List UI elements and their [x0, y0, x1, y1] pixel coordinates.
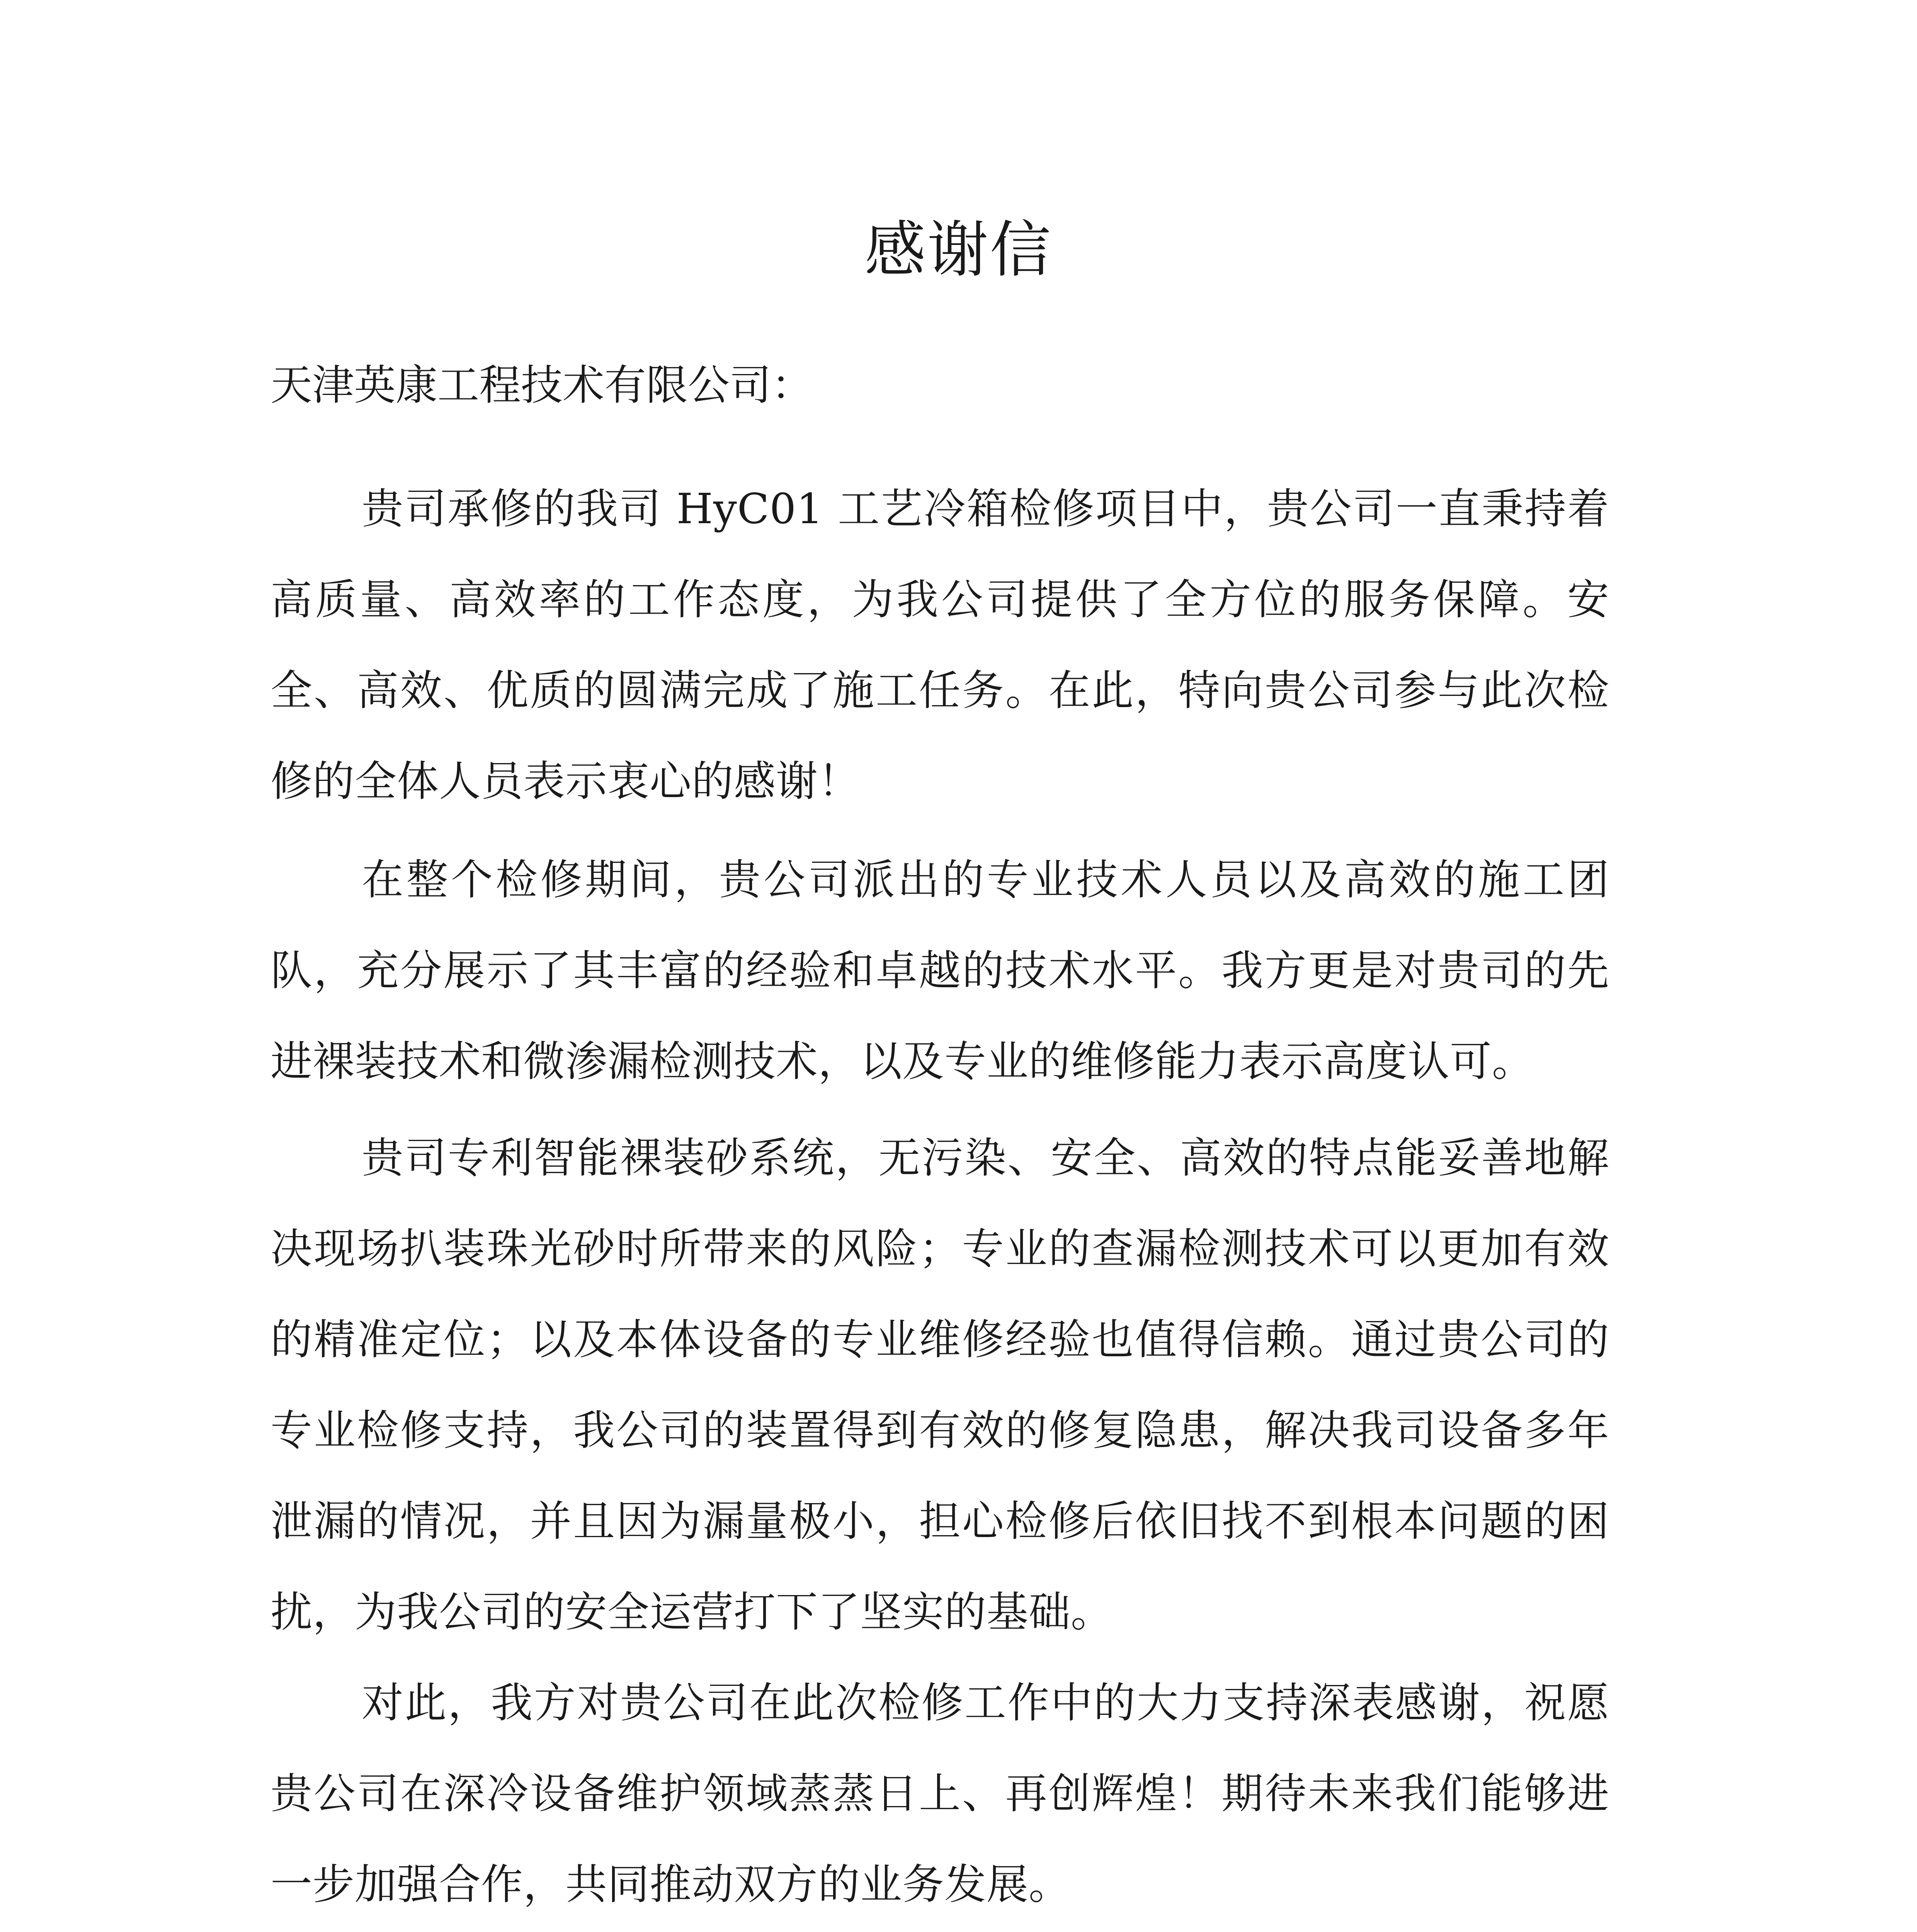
paragraph-2: 在整个检修期间，贵公司派出的专业技术人员以及高效的施工团队，充分展示了其丰富的经验和卓越的技术水平。我方更是对贵司的先进裸装技术和微渗漏检测技术，以及专业的维修能力表示高度认可。: [270, 856, 1609, 1086]
paragraph-3: 贵司专利智能裸装砂系统，无污染、安全、高效的特点能妥善地解决现场扒装珠光砂时所带来的风险；专业的查漏检测技术可以更加有效的精准定位；以及本体设备的专业维修经验也值得信赖。通过贵公司的专业检修支持，我公司的装置得到有效的修复隐患，解决我司设备多年泄漏的情况，并且因为漏量极小，担心检修后依旧找不到根本问题的困扰，为我公司的安全运营打下了坚实的基础。: [270, 1134, 1609, 1636]
paragraph-4: 对此，我方对贵公司在此次检修工作中的大力支持深表感谢，祝愿贵公司在深冷设备维护领域蒸蒸日上、再创辉煌！期待未来我们能够进一步加强合作，共同推动双方的业务发展。: [270, 1679, 1609, 1909]
paragraph-1: 贵司承修的我司 HyC01 工艺冷箱检修项目中，贵公司一直秉持着高质量、高效率的工作态度，为我公司提供了全方位的服务保障。安全、高效、优质的圆满完成了施工任务。在此，特向贵公司参与此次检修的全体人员表示衷心的感谢！: [270, 485, 1609, 806]
letter-title: 感谢信: [864, 214, 1053, 286]
salutation: 天津英康工程技术有限公司：: [270, 361, 813, 410]
